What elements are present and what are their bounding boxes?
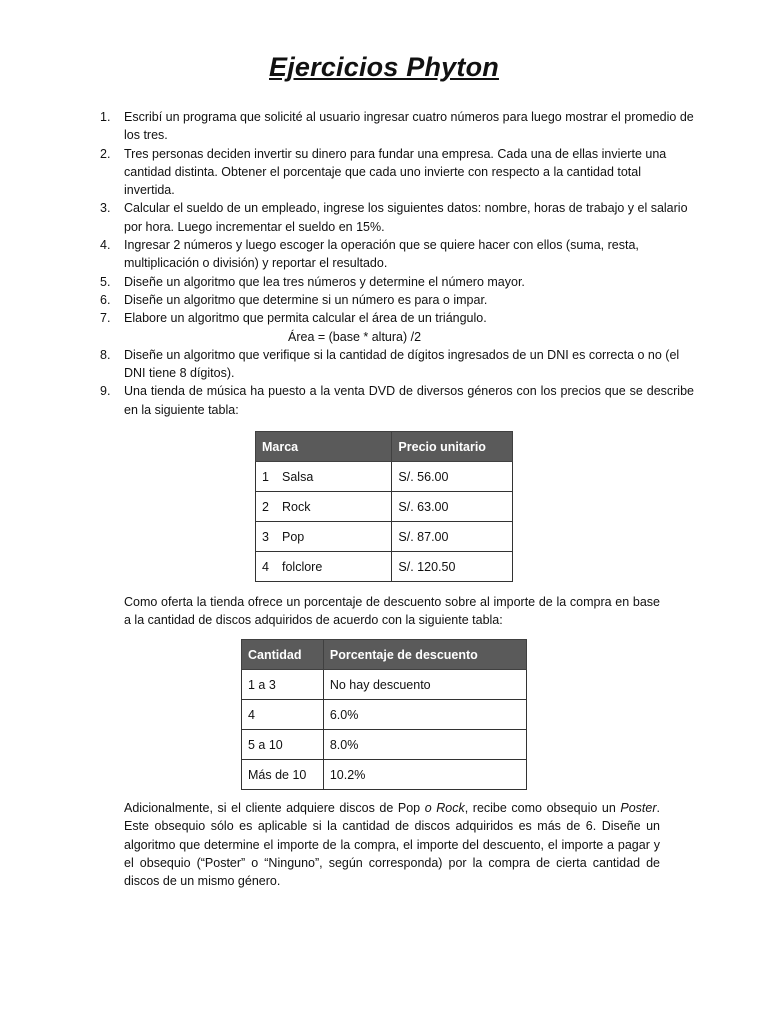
list-item <box>96 108 694 145</box>
item-number: 3. <box>100 201 111 216</box>
genre-name: Salsa <box>282 469 314 484</box>
list-item <box>96 382 694 419</box>
row-index: 2 <box>262 499 269 514</box>
genre-name: folclore <box>282 559 323 574</box>
list-item <box>96 145 694 200</box>
row-index: 1 <box>262 469 269 484</box>
item-text: Una tienda de música ha puesto a la venta DVD de diversos géneros con los precios que se describe en la siguiente tabla: <box>124 384 694 417</box>
exercise-list <box>96 108 694 419</box>
column-header: Porcentaje de descuento <box>323 640 526 670</box>
quantity-cell: Más de 10 <box>242 760 324 790</box>
list-item <box>96 199 694 236</box>
area-formula: Área = (base * altura) /2 <box>288 329 422 344</box>
item-text: Elabore un algoritmo que permita calcular el área de un triángulo. <box>124 311 487 326</box>
column-header: Cantidad <box>242 640 324 670</box>
price-cell: S/. 63.00 <box>392 492 513 522</box>
price-cell: S/. 87.00 <box>392 522 513 552</box>
item-text: Calcular el sueldo de un empleado, ingrese los siguientes datos: nombre, horas de trabajo y el salario por hora. Luego incrementar el sueldo en 15%. <box>124 201 688 234</box>
page-title: Ejercicios Phyton <box>269 52 499 82</box>
list-item <box>96 346 694 383</box>
discount-table <box>241 639 527 790</box>
list-item <box>96 309 694 346</box>
table-row <box>242 730 527 760</box>
gift-paragraph <box>124 799 660 890</box>
table-row <box>242 670 527 700</box>
discount-cell: 8.0% <box>323 730 526 760</box>
item-number: 4. <box>100 238 111 253</box>
table-row <box>256 492 513 522</box>
item-text: Tres personas deciden invertir su dinero para fundar una empresa. Cada una de ellas invierte una cantidad distinta. Obtener el porcentaje que cada uno invierte con respecto a la cantidad total invertida. <box>124 146 667 198</box>
item-text: Escribí un programa que solicité al usuario ingresar cuatro números para luego mostrar el promedio de los tres. <box>124 110 694 143</box>
quantity-cell: 5 a 10 <box>242 730 324 760</box>
item-number: 6. <box>100 292 111 307</box>
list-item <box>96 273 694 291</box>
offer-paragraph: Como oferta la tienda ofrece un porcentaje de descuento sobre al importe de la compra en base a la cantidad de discos adquiridos de acuerdo con la siguiente tabla: <box>124 595 660 628</box>
quantity-cell: 1 a 3 <box>242 670 324 700</box>
genre-name: Pop <box>282 529 305 544</box>
table-row <box>242 700 527 730</box>
row-index: 3 <box>262 529 269 544</box>
genre-cell <box>256 552 392 582</box>
item-text: Ingresar 2 números y luego escoger la operación que se quiere hacer con ellos (suma, resta, multiplicación o división) y reportar el resultado. <box>124 238 639 271</box>
column-header: Precio unitario <box>392 432 513 462</box>
item-text: Diseñe un algoritmo que determine si un número es para o impar. <box>124 292 488 307</box>
gift-text-2: o Rock <box>424 801 465 815</box>
column-header: Marca <box>256 432 392 462</box>
price-cell: S/. 120.50 <box>392 552 513 582</box>
item-number: 8. <box>100 347 111 362</box>
gift-text-3: , recibe como obsequio un <box>464 801 621 815</box>
item-text: Diseñe un algoritmo que lea tres números y determine el número mayor. <box>124 274 525 289</box>
item-text: Diseñe un algoritmo que verifique si la cantidad de dígitos ingresados de un DNI es correcta o no (el DNI tiene 8 dígitos). <box>124 347 680 381</box>
table-header-row <box>256 432 513 462</box>
quantity-cell: 4 <box>242 700 324 730</box>
price-cell: S/. 56.00 <box>392 462 513 492</box>
discount-cell: 6.0% <box>323 700 526 730</box>
gift-text-5: . Este obsequio sólo es aplicable si la cantidad de discos adquiridos es más de 6. Diseñe un algoritmo que determine el importe de la compra, el importe del descuento, el importe a pagar y el obsequio (“Poster” o “Ninguno”, según corresponda) por la compra de cierta cantidad de discos de un mismo género. <box>124 801 660 889</box>
row-index: 4 <box>262 559 269 574</box>
table-row <box>256 462 513 492</box>
list-item <box>96 236 694 273</box>
price-table <box>255 431 513 582</box>
genre-cell <box>256 462 392 492</box>
list-item <box>96 291 694 309</box>
discount-cell: No hay descuento <box>323 670 526 700</box>
genre-cell <box>256 522 392 552</box>
table-row <box>242 760 527 790</box>
item-number: 9. <box>100 384 111 399</box>
genre-cell <box>256 492 392 522</box>
item-number: 5. <box>100 274 111 289</box>
table-row <box>256 522 513 552</box>
item-number: 1. <box>100 110 111 124</box>
item-number: 7. <box>100 311 111 326</box>
genre-name: Rock <box>282 499 311 514</box>
discount-cell: 10.2% <box>323 760 526 790</box>
table-row <box>256 552 513 582</box>
gift-text-1: Adicionalmente, si el cliente adquiere discos de Pop <box>124 801 425 815</box>
table-header-row <box>242 640 527 670</box>
item-number: 2. <box>100 146 111 161</box>
gift-text-4: Poster <box>620 801 657 815</box>
